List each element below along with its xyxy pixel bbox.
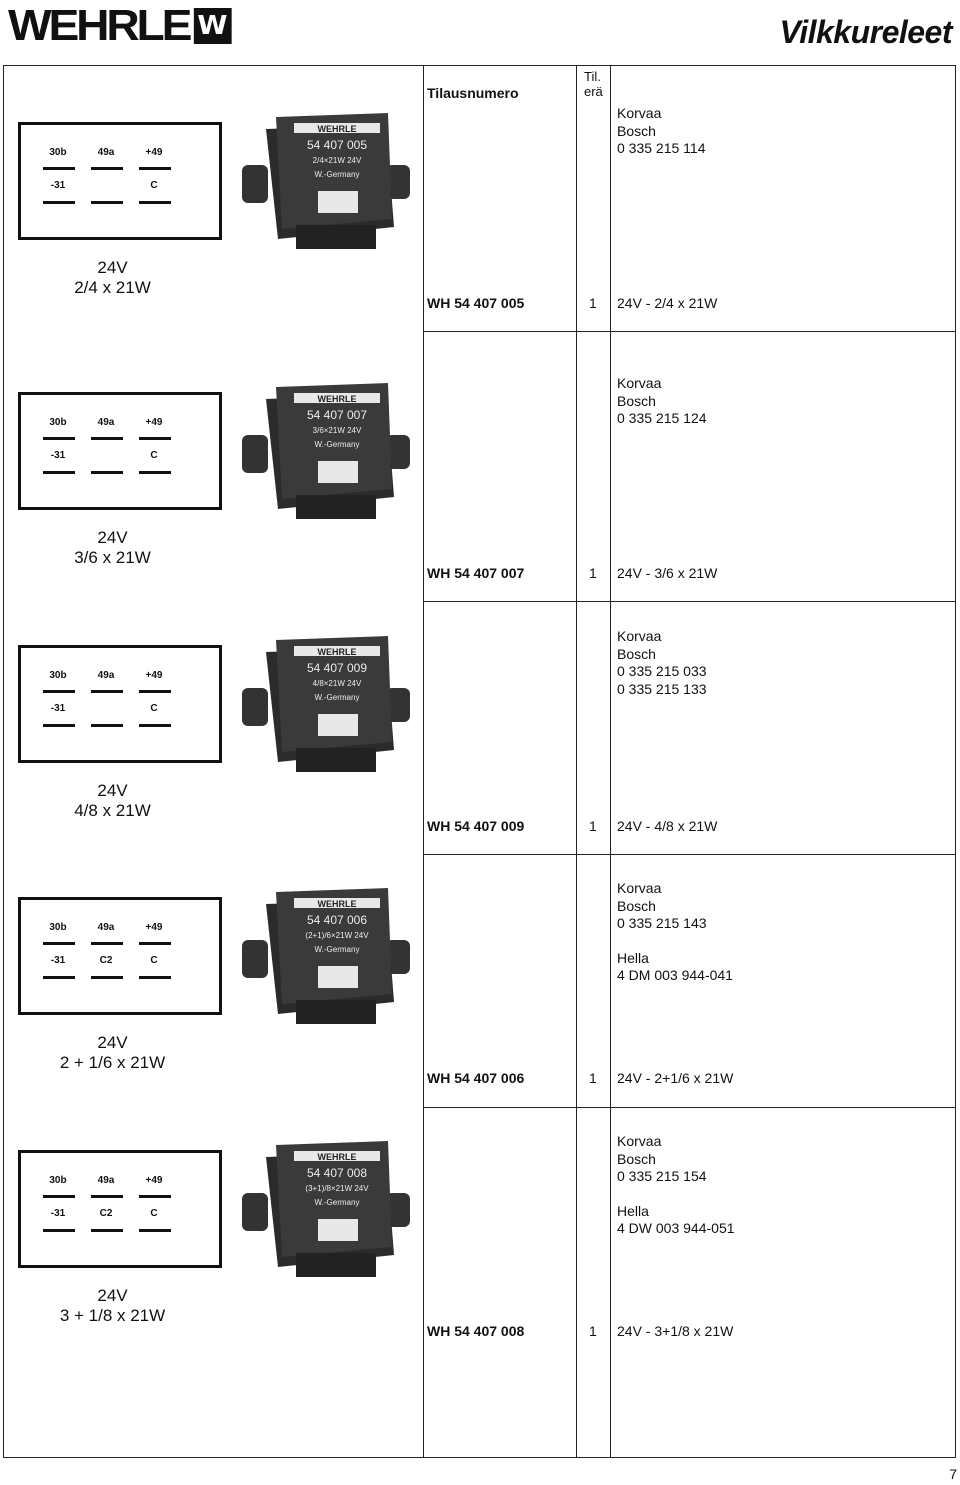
column-divider <box>423 65 424 1458</box>
pin-label: 30b <box>49 417 67 428</box>
pin-label: -31 <box>50 703 66 714</box>
relay-brand-text: WEHRLE <box>317 124 357 134</box>
page-number: 7 <box>949 1466 957 1482</box>
relay-label-line: W.-Germany <box>314 1198 360 1207</box>
logo-mark: W <box>193 8 231 44</box>
spec-voltage: 24V <box>97 1033 128 1052</box>
relay-label-line: 2/4×21W 24V <box>312 156 362 165</box>
wiring-plate <box>318 714 358 736</box>
quantity: 1 <box>589 818 597 834</box>
relay-label-line: 54 407 005 <box>306 138 368 152</box>
pin-line <box>139 724 171 727</box>
pin-label: C <box>150 955 158 966</box>
pin-line <box>43 690 75 693</box>
quantity: 1 <box>589 1070 597 1086</box>
pin-label: 30b <box>49 1175 67 1186</box>
pin-line <box>91 942 123 945</box>
replaces-bosch <box>617 898 947 933</box>
relay-label-line: (3+1)/8×21W 24V <box>305 1184 369 1193</box>
relay-connector <box>296 225 376 249</box>
pin-line <box>43 471 75 474</box>
pin-label: +49 <box>145 1175 163 1186</box>
relay-spec <box>20 1033 205 1073</box>
header-qty-line2: erä <box>584 84 603 99</box>
pin-label: +49 <box>145 417 163 428</box>
order-number: WH 54 407 008 <box>427 1323 525 1339</box>
relay-spec <box>20 258 205 298</box>
part-code: 0 335 215 143 <box>617 915 707 931</box>
pin-line <box>139 437 171 440</box>
replaces-hella <box>617 950 947 985</box>
column-divider <box>576 65 577 1458</box>
maker-name: Bosch <box>617 392 656 409</box>
pin-label: -31 <box>50 1208 66 1219</box>
description: 24V - 3+1/8 x 21W <box>617 1323 734 1339</box>
pin-label: C <box>150 450 158 461</box>
pin-line <box>91 167 123 170</box>
maker-name: Bosch <box>617 897 656 914</box>
relay-spec <box>20 1286 205 1326</box>
pin-line <box>91 724 123 727</box>
relay-label-line: 54 407 009 <box>306 661 368 675</box>
pin-line <box>139 690 171 693</box>
relay-label-line: W.-Germany <box>314 693 360 702</box>
mounting-tab-left <box>242 1193 268 1231</box>
maker-name: Korvaa <box>617 1133 662 1149</box>
replaces-list <box>617 880 947 985</box>
relay-photo <box>236 377 416 517</box>
pin-line <box>43 724 75 727</box>
spec-voltage: 24V <box>97 1286 128 1305</box>
pin-label: 30b <box>49 670 67 681</box>
spec-config: 3 + 1/8 x 21W <box>59 1306 166 1325</box>
replaces-korvaa <box>617 628 947 646</box>
row-divider <box>423 331 956 332</box>
relay-photo <box>236 882 416 1022</box>
header-qty-line1: Til. <box>584 69 601 84</box>
order-number: WH 54 407 006 <box>427 1070 525 1086</box>
spec-voltage: 24V <box>97 258 128 277</box>
relay-brand-text: WEHRLE <box>317 394 357 404</box>
replaces-korvaa <box>617 105 947 123</box>
part-code: 0 335 215 124 <box>617 410 707 426</box>
relay-photo <box>236 107 416 247</box>
pin-label: +49 <box>145 922 163 933</box>
pin-line <box>43 1229 75 1232</box>
relay-illustration <box>236 882 416 1032</box>
relay-label-line: (2+1)/6×21W 24V <box>305 931 369 940</box>
maker-name: Korvaa <box>617 375 662 391</box>
maker-name: Korvaa <box>617 105 662 121</box>
wiring-plate <box>318 191 358 213</box>
pin-line <box>91 690 123 693</box>
pin-line <box>43 976 75 979</box>
relay-brand-text: WEHRLE <box>317 647 357 657</box>
relay-label-line: W.-Germany <box>314 170 360 179</box>
pin-line <box>139 976 171 979</box>
pin-label: +49 <box>145 670 163 681</box>
pin-line <box>139 471 171 474</box>
relay-connector <box>296 1000 376 1024</box>
pin-label: -31 <box>50 955 66 966</box>
pin-line <box>43 1195 75 1198</box>
pin-line <box>91 1229 123 1232</box>
description: 24V - 3/6 x 21W <box>617 565 718 581</box>
quantity: 1 <box>589 565 597 581</box>
pin-label: 49a <box>97 1175 115 1186</box>
pin-line <box>43 437 75 440</box>
mounting-tab-left <box>242 435 268 473</box>
row-divider <box>423 1107 956 1108</box>
part-code: 0 335 215 133 <box>617 680 707 697</box>
maker-name: Bosch <box>617 122 656 139</box>
relay-spec <box>20 781 205 821</box>
pin-line <box>139 201 171 204</box>
relay-connector <box>296 495 376 519</box>
replaces-korvaa <box>617 880 947 898</box>
relay-brand-text: WEHRLE <box>317 1152 357 1162</box>
pin-line <box>139 942 171 945</box>
relay-label-line: 54 407 008 <box>306 1166 368 1180</box>
part-code: 0 335 215 033 <box>617 663 707 679</box>
replaces-list <box>617 628 947 698</box>
description: 24V - 4/8 x 21W <box>617 818 718 834</box>
replaces-bosch <box>617 393 947 428</box>
header-order-number: Tilausnumero <box>427 85 519 101</box>
part-code: 4 DM 003 944-041 <box>617 967 733 983</box>
spec-voltage: 24V <box>97 528 128 547</box>
pin-label: -31 <box>50 180 66 191</box>
relay-connector <box>296 1253 376 1277</box>
relay-label-line: W.-Germany <box>314 440 360 449</box>
description: 24V - 2/4 x 21W <box>617 295 718 311</box>
pin-label: 30b <box>49 922 67 933</box>
pin-diagram <box>18 392 222 510</box>
relay-illustration <box>236 630 416 780</box>
wehrle-logo <box>8 1 231 50</box>
pin-label: C2 <box>99 955 113 966</box>
maker-name: Bosch <box>617 645 656 662</box>
pin-diagram <box>18 897 222 1015</box>
relay-spec <box>20 528 205 568</box>
relay-brand-text: WEHRLE <box>317 899 357 909</box>
pin-line <box>139 1195 171 1198</box>
pin-line <box>43 201 75 204</box>
spec-config: 2 + 1/6 x 21W <box>59 1053 166 1072</box>
quantity: 1 <box>589 295 597 311</box>
pin-diagram <box>18 645 222 763</box>
part-code: 0 335 215 154 <box>617 1168 707 1184</box>
wiring-plate <box>318 1219 358 1241</box>
part-code: 0 335 215 114 <box>617 140 706 156</box>
relay-illustration <box>236 1135 416 1285</box>
replaces-korvaa <box>617 1133 947 1151</box>
replaces-bosch <box>617 123 947 158</box>
order-number: WH 54 407 007 <box>427 565 525 581</box>
header-qty <box>584 69 603 99</box>
pin-label: 49a <box>97 417 115 428</box>
replaces-bosch <box>617 1151 947 1186</box>
relay-label-line: 54 407 006 <box>306 913 368 927</box>
pin-label: C <box>150 180 158 191</box>
replaces-list <box>617 105 947 158</box>
maker-name: Korvaa <box>617 628 662 644</box>
part-code: 4 DW 003 944-051 <box>617 1220 735 1236</box>
pin-label: 30b <box>49 147 67 158</box>
pin-line <box>139 167 171 170</box>
pin-line <box>91 437 123 440</box>
pin-line <box>139 1229 171 1232</box>
pin-label: C <box>150 1208 158 1219</box>
mounting-tab-left <box>242 940 268 978</box>
maker-name: Korvaa <box>617 880 662 896</box>
spec-config: 2/4 x 21W <box>74 278 151 297</box>
relay-label-line: W.-Germany <box>314 945 360 954</box>
maker-name: Hella <box>617 1202 649 1219</box>
description: 24V - 2+1/6 x 21W <box>617 1070 734 1086</box>
pin-label: -31 <box>50 450 66 461</box>
relay-photo <box>236 1135 416 1275</box>
pin-line <box>91 1195 123 1198</box>
page-title: Vilkkureleet <box>779 14 952 50</box>
relay-label-line: 54 407 007 <box>306 408 368 422</box>
pin-label: 49a <box>97 922 115 933</box>
maker-name: Bosch <box>617 1150 656 1167</box>
column-divider <box>610 65 611 1458</box>
logo-text: WEHRLE <box>8 1 190 50</box>
pin-label: C <box>150 703 158 714</box>
replaces-korvaa <box>617 375 947 393</box>
relay-label-line: 3/6×21W 24V <box>312 426 362 435</box>
order-number: WH 54 407 009 <box>427 818 525 834</box>
pin-line <box>91 471 123 474</box>
relay-connector <box>296 748 376 772</box>
spec-config: 4/8 x 21W <box>74 801 151 820</box>
pin-line <box>43 942 75 945</box>
wiring-plate <box>318 461 358 483</box>
pin-label: 49a <box>97 670 115 681</box>
maker-name: Hella <box>617 949 649 966</box>
pin-label: +49 <box>145 147 163 158</box>
order-number: WH 54 407 005 <box>427 295 525 311</box>
pin-label: 49a <box>97 147 115 158</box>
replaces-bosch <box>617 646 947 699</box>
mounting-tab-left <box>242 165 268 203</box>
pin-line <box>91 976 123 979</box>
quantity: 1 <box>589 1323 597 1339</box>
pin-line <box>43 167 75 170</box>
relay-label-line: 4/8×21W 24V <box>312 679 362 688</box>
relay-illustration <box>236 107 416 257</box>
pin-diagram <box>18 122 222 240</box>
pin-line <box>91 201 123 204</box>
row-divider <box>423 601 956 602</box>
pin-diagram <box>18 1150 222 1268</box>
relay-photo <box>236 630 416 770</box>
replaces-list <box>617 375 947 428</box>
spec-config: 3/6 x 21W <box>74 548 151 567</box>
pin-label: C2 <box>99 1208 113 1219</box>
replaces-list <box>617 1133 947 1238</box>
spec-voltage: 24V <box>97 781 128 800</box>
row-divider <box>423 854 956 855</box>
wiring-plate <box>318 966 358 988</box>
replaces-hella <box>617 1203 947 1238</box>
mounting-tab-left <box>242 688 268 726</box>
relay-illustration <box>236 377 416 527</box>
